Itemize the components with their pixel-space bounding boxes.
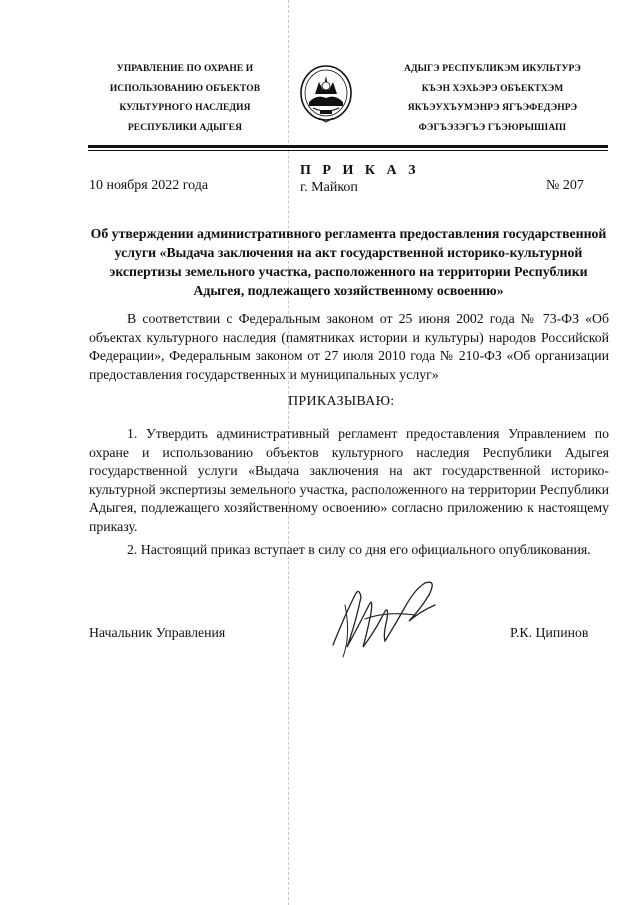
- header-divider-thin: [88, 150, 608, 151]
- handwritten-signature: [325, 575, 445, 665]
- order-date: 10 ноября 2022 года: [89, 178, 209, 193]
- order-number: № 207: [546, 178, 584, 193]
- signatory-position: Начальник Управления: [89, 625, 226, 640]
- header-divider-thick: [88, 145, 608, 148]
- order-city: г. Майкоп: [300, 180, 358, 195]
- header-agency-russian: [90, 60, 280, 138]
- header-left-line: КУЛЬТУРНОГО НАСЛЕДИЯ: [119, 103, 251, 113]
- header-right-line: ЯКЪЭУХЪУМЭНРЭ ЯГЪЭФЕДЭНРЭ: [407, 103, 578, 113]
- header-right-line: ФЭГЪЭЗЭГЪЭ ГЪЭЮРЫШІАПІ: [418, 122, 567, 133]
- order-item-2: 2. Настоящий приказ вступает в силу со дня его официального опубликования.: [127, 542, 591, 557]
- coat-of-arms-emblem-icon: [299, 64, 353, 126]
- order-subject: Об утверждении административного регламента предоставления государственной услуги «Выдача заключения на акт государственной историко-культурной экспертизы земельного участка, расположенного на территории Республики Адыгея, подлежащего хозяйственному освоению»: [90, 226, 607, 298]
- signatory-name: Р.К. Ципинов: [510, 625, 589, 640]
- header-left-line: УПРАВЛЕНИЕ ПО ОХРАНЕ И: [116, 64, 254, 74]
- header-right-line: АДЫГЭ РЕСПУБЛИКЭМ ИКУЛЬТУРЭ: [404, 64, 581, 74]
- order-title: П Р И К А З: [300, 163, 420, 178]
- preamble-paragraph: В соответствии с Федеральным законом от 25 июня 2002 года № 73-ФЗ «Об объектах культурного наследия (памятниках истории и культуры) народов Российской Федерации», Федеральным законом от 27 июля 2010 года № 210-ФЗ «Об организации предоставления государственных и муниципальных услуг»: [89, 311, 609, 382]
- header-agency-adyghe: [380, 60, 605, 138]
- decree-word: ПРИКАЗЫВАЮ:: [288, 394, 395, 409]
- order-item-1: 1. Утвердить административный регламент предоставления Управлением по охране и использованию объектов культурного наследия Республики Адыгея государственной услуги «Выдача заключения на акт государственной историко-культурной экспертизы земельного участка, расположенного на территории Республики Адыгея, подлежащего хозяйственному освоению» согласно приложению к настоящему приказу.: [89, 426, 609, 534]
- header-left-line: РЕСПУБЛИКИ АДЫГЕЯ: [127, 122, 243, 133]
- header-left-line: ИСПОЛЬЗОВАНИЮ ОБЪЕКТОВ: [109, 83, 261, 94]
- header-right-line: КЪЭН ХЭХЬЭРЭ ОБЪЕКТХЭМ: [421, 83, 564, 94]
